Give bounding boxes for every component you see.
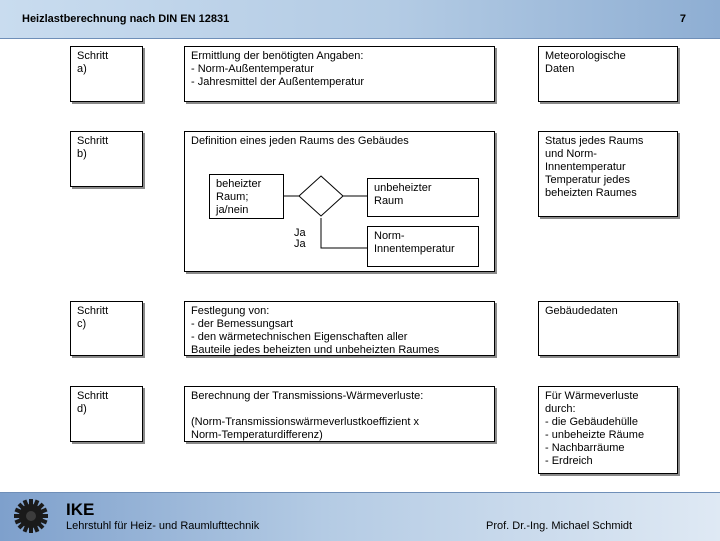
right-a-line: Meteorologische (545, 50, 626, 62)
middle-d-line: Berechnung der Transmissions-Wärmeverluste: (191, 390, 424, 402)
step-d-box (70, 386, 143, 442)
step-letter: d) (77, 403, 87, 415)
middle-c-box (184, 301, 495, 356)
step-letter: a) (77, 63, 87, 75)
middle-a-line: - Norm-Außentemperatur (191, 63, 314, 75)
ja-label: Ja (294, 227, 306, 239)
middle-d-line: Norm-Temperaturdifferenz) (191, 429, 323, 441)
right-d-box (538, 386, 678, 474)
step-c-box (70, 301, 143, 356)
right-d-line: - die Gebäudehülle (545, 416, 638, 428)
heated-line: Raum; (216, 191, 249, 203)
right-a-line: Daten (545, 63, 575, 75)
institute-name: IKE (66, 500, 95, 519)
unheated-line: Raum (374, 195, 404, 207)
right-b-line: Temperatur jedes (545, 174, 630, 186)
heated-line: ja/nein (216, 204, 249, 216)
step-letter: b) (77, 148, 87, 160)
middle-a-line: - Jahresmittel der Außentemperatur (191, 76, 365, 88)
right-d-line: Für Wärmeverluste (545, 390, 639, 402)
right-b-line: beheizten Raumes (545, 187, 637, 199)
right-d-line: - unbeheizte Räume (545, 429, 645, 441)
step-b-box (70, 131, 143, 187)
norm-temp-line: Norm- (374, 230, 405, 242)
footer-bar (0, 492, 720, 541)
page-number: 7 (679, 13, 686, 25)
chair-name: Lehrstuhl für Heiz- und Raumlufttechnik (66, 520, 260, 532)
step-a-box (70, 46, 143, 102)
right-b-line: Status jedes Raums (545, 135, 644, 147)
heated-line: beheizter (216, 178, 262, 190)
right-b-box (538, 131, 678, 217)
right-a-box (538, 46, 678, 102)
right-b-line: Innentemperatur (545, 161, 626, 173)
slide-title: Heizlastberechnung nach DIN EN 12831 (22, 13, 230, 25)
ja-label: Ja (294, 238, 306, 250)
middle-a-line: Ermittlung der benötigten Angaben: (191, 50, 364, 62)
middle-b-title: Definition eines jeden Raums des Gebäudes (191, 135, 409, 147)
middle-d-box (184, 386, 495, 442)
right-d-line: - Erdreich (545, 455, 593, 467)
middle-c-line: Bauteile jedes beheizten und unbeheizten Raumes (191, 344, 440, 356)
unheated-room-box (367, 178, 479, 217)
middle-d-line (191, 403, 488, 416)
step-label: Schritt (77, 50, 109, 62)
professor-name: Prof. Dr.-Ing. Michael Schmidt (486, 520, 633, 532)
unheated-line: unbeheizter (374, 182, 432, 194)
middle-d-line: (Norm-Transmissionswärmeverlustkoeffizient x (191, 416, 419, 428)
middle-a-box (184, 46, 495, 102)
norm-temperature-box (367, 226, 479, 267)
step-label: Schritt (77, 390, 109, 402)
norm-temp-line: Innentemperatur (374, 243, 455, 255)
middle-c-line: - den wärmetechnischen Eigenschaften aller (191, 331, 408, 343)
heated-room-box (209, 174, 284, 219)
middle-c-line: - der Bemessungsart (191, 318, 294, 330)
right-c-line: Gebäudedaten (545, 305, 618, 317)
ike-logo-icon (14, 498, 48, 534)
right-d-line: durch: (545, 403, 576, 415)
middle-c-line: Festlegung von: (191, 305, 270, 317)
right-b-line: und Norm- (545, 148, 597, 160)
step-letter: c) (77, 318, 87, 330)
right-d-line: - Nachbarräume (545, 442, 625, 454)
step-label: Schritt (77, 305, 109, 317)
header-bar (0, 0, 720, 39)
right-c-box (538, 301, 678, 356)
step-label: Schritt (77, 135, 109, 147)
